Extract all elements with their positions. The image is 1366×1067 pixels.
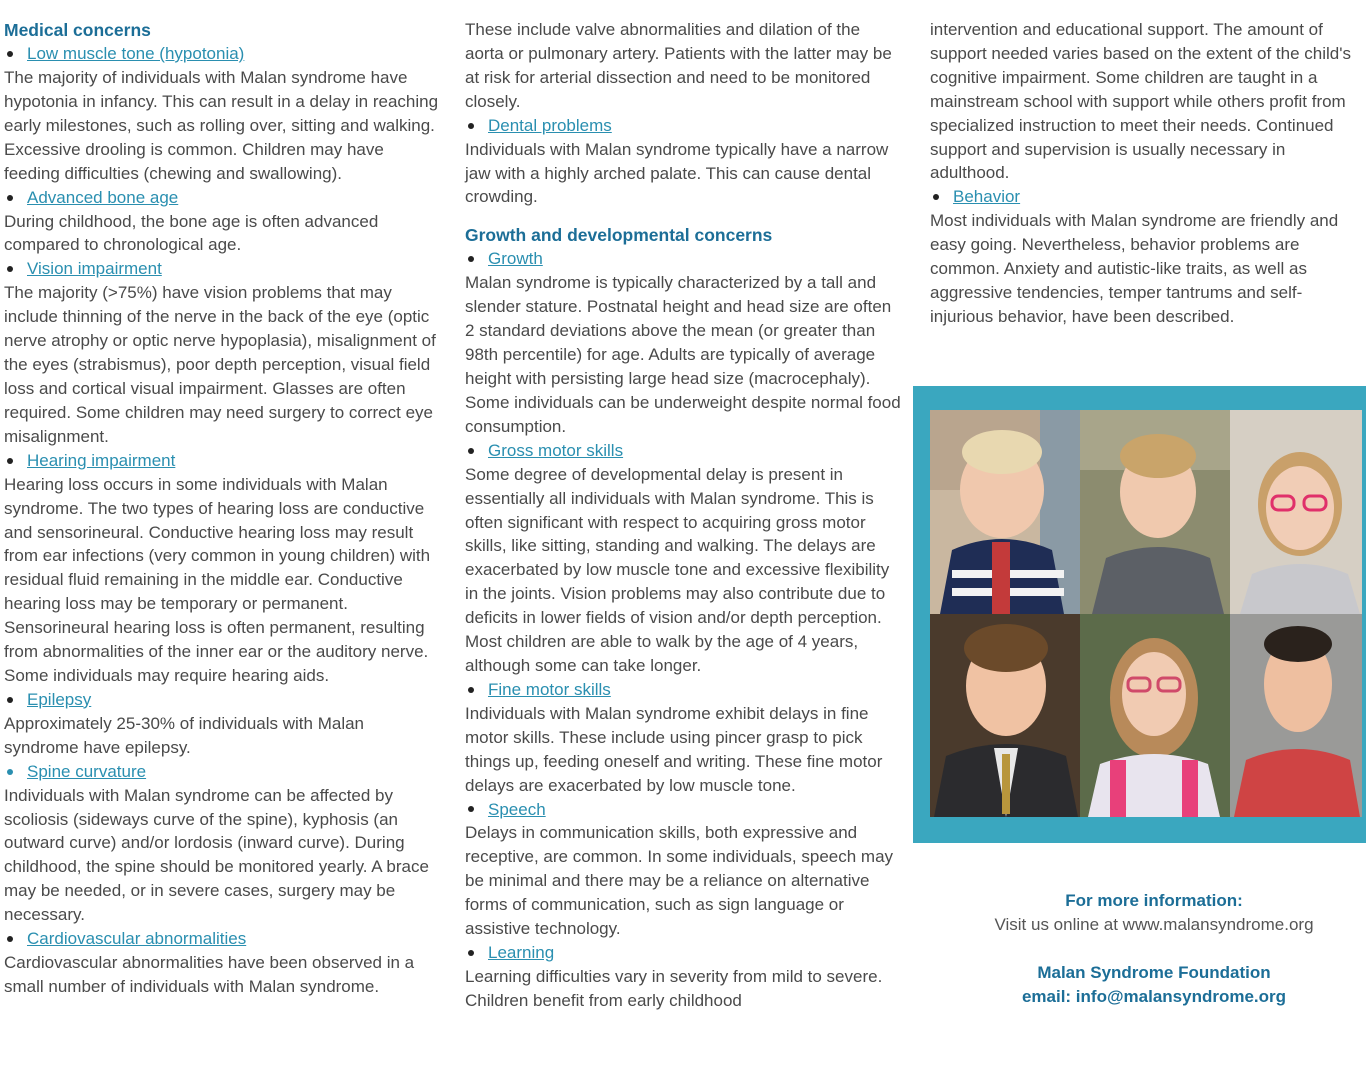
photo-toddler-striped-jacket [930,410,1080,614]
bullet-speech [465,797,901,821]
bullet-behavior [930,185,1360,209]
column-growth [465,18,901,1013]
link-cardio[interactable]: Cardiovascular abnormalities [27,929,247,949]
text-spine: Individuals with Malan syndrome can be affected by scoliosis (sideways curve of the spine), kyphosis (an outward curve) and/or lordosis (inward curve). During childhood, the spine should be monitored yearly. A brace may be needed, or in severe cases, surgery may be necessary. [4,785,429,925]
link-hearing[interactable]: Hearing impairment [27,450,176,470]
photo-boy-grey-shirt-image [1080,410,1230,614]
bullet-dot [7,697,13,703]
bullet-hearing [4,449,440,473]
bullet-dot [7,769,13,775]
photo-boy-suit-image [930,614,1080,817]
text-speech: Delays in communication skills, both expressive and receptive, are common. In some individuals, speech may be minimal and there may be a reliance on alternative forms of communication, such as sign language or assistive technology. [465,823,894,939]
email-text: email: info@malansyndrome.org [1021,987,1287,1006]
text-dental: Individuals with Malan syndrome typically have a narrow jaw with a highly arched palate. This can cause dental crowding. [465,139,889,207]
link-dental[interactable]: Dental problems [488,115,612,135]
bullet-spine [4,760,440,784]
link-growth[interactable]: Growth [488,249,543,269]
bullet-dot [468,256,474,262]
link-bone-age[interactable]: Advanced bone age [27,187,179,207]
photo-young-man-red-shirt [1230,614,1362,817]
text-epilepsy: Approximately 25-30% of individuals with Malan syndrome have epilepsy. [4,713,365,757]
photo-girl-pink-top [1080,614,1230,817]
bullet-epilepsy [4,688,440,712]
photo-girl-pink-top-image [1080,614,1230,817]
text-gross-motor: Some degree of developmental delay is present in essentially all individuals with Malan syndrome. This is often significant with respect to acquiring gross motor skills, like sitting, standing and walking. The delays are exacerbated by low muscle tone and excessive flexibility in the joints. Vision problems may also contribute due to deficits in lower fields of vision and/or depth perception. Most children are able to walk by the age of 4 years, although some can take longer. [465,464,890,675]
column-behavior [930,18,1360,329]
photo-collage [930,410,1362,817]
text-hypotonia: The majority of individuals with Malan syndrome have hypotonia in infancy. This can result in a delay in reaching early milestones, such as rolling over, sitting and walking. Excessive drooling is common. Children may have feeding difficulties (chewing and swallowing). [4,68,439,183]
bullet-fine-motor [465,678,901,702]
more-info-heading: For more information: [1065,891,1243,910]
text-behavior: Most individuals with Malan syndrome are friendly and easy going. Nevertheless, behavior problems are common. Anxiety and autistic-like traits, as well as aggressive tendencies, temper tantrums and self-injurious behavior, have been described. [930,211,1339,326]
link-epilepsy[interactable]: Epilepsy [27,689,92,709]
text-learning: Learning difficulties vary in severity from mild to severe. Children benefit from early childhood [465,967,883,1010]
text-cardio: Cardiovascular abnormalities have been observed in a small number of individuals with Malan syndrome. [4,953,415,996]
text-hearing: Hearing loss occurs in some individuals with Malan syndrome. The two types of hearing loss are conductive and sensorineural. Conductive hearing loss may result from ear infections (very common in young children) with residual fluid remaining in the middle ear. Conductive hearing loss may be temporary or permanent. Sensorineural hearing loss is often permanent, resulting from abnormalities of the inner ear or the auditory nerve. Some individuals may require hearing aids. [4,474,431,685]
photo-collage-frame [913,386,1366,843]
bullet-dot [7,936,13,942]
bullet-dot [468,448,474,454]
foundation-name: Malan Syndrome Foundation [1037,963,1271,982]
bullet-hypotonia [4,42,440,66]
text-vision: The majority (>75%) have vision problems that may include thinning of the nerve in the back of the eye (optic nerve atrophy or optic nerve hypoplasia), misalignment of the eyes (strabismus), poor depth perception, visual field loss and cortical visual impairment. Glasses are often required. Some children may need surgery to correct eye misalignment. [4,283,436,446]
bullet-dental [465,114,901,138]
photo-boy-grey-shirt [1080,410,1230,614]
bullet-dot [468,123,474,129]
text-growth: Malan syndrome is typically characterized by a tall and slender stature. Postnatal height and head size are often 2 standard deviations above the mean (or greater than 98th percentile) for age. Adults are typically of average height with persisting large head size (macrocephaly). Some individuals can be underweight despite normal food consumption. [465,273,901,436]
column-medical [4,18,440,999]
info-block [913,889,1366,1009]
bullet-dot [468,687,474,693]
photo-girl-red-glasses-image [1230,410,1362,614]
website-text: Visit us online at www.malansyndrome.org [994,915,1314,934]
text-fine-motor: Individuals with Malan syndrome exhibit delays in fine motor skills. These include using pincer grasp to pick things up, feeding oneself and writing. These fine motor delays are exacerbated by low muscle tone. [465,703,883,795]
bullet-dot [468,950,474,956]
medical-concerns-heading: Medical concerns [4,20,151,40]
photo-toddler-striped-jacket-image [930,410,1080,614]
text-bone-age: During childhood, the bone age is often advanced compared to chronological age. [4,211,379,255]
bullet-dot [7,458,13,464]
bullet-gross-motor [465,439,901,463]
link-vision[interactable]: Vision impairment [27,259,162,279]
link-fine-motor[interactable]: Fine motor skills [488,679,611,699]
photo-young-man-red-shirt-image [1230,614,1362,817]
link-spine[interactable]: Spine curvature [27,761,147,781]
photo-girl-red-glasses [1230,410,1362,614]
bullet-dot [7,266,13,272]
bullet-dot [468,806,474,812]
bullet-cardio [4,927,440,951]
photo-boy-suit [930,614,1080,817]
bullet-learning [465,941,901,965]
bullet-dot [7,195,13,201]
link-gross-motor[interactable]: Gross motor skills [488,440,624,460]
link-behavior[interactable]: Behavior [953,187,1021,207]
link-hypotonia[interactable]: Low muscle tone (hypotonia) [27,44,245,64]
link-speech[interactable]: Speech [488,799,546,819]
info-spacer [913,937,1366,961]
growth-heading: Growth and developmental concerns [465,225,773,246]
text-learning-continued: intervention and educational support. The amount of support needed varies based on the extent of the child's cognitive impairment. Some children are taught in a mainstream school with support while others profit from specialized instruction to meet their needs. Continued support and supervision is usually necessary in adulthood. [930,20,1351,183]
bullet-growth [465,247,901,271]
text-cardio-continued: These include valve abnormalities and dilation of the aorta or pulmonary artery. Patients with the latter may be at risk for arterial dissection and need to be monitored closely. [465,20,892,111]
bullet-vision [4,257,440,281]
bullet-dot [933,194,939,200]
bullet-bone-age [4,186,440,210]
bullet-dot [7,51,13,57]
link-learning[interactable]: Learning [488,943,555,963]
